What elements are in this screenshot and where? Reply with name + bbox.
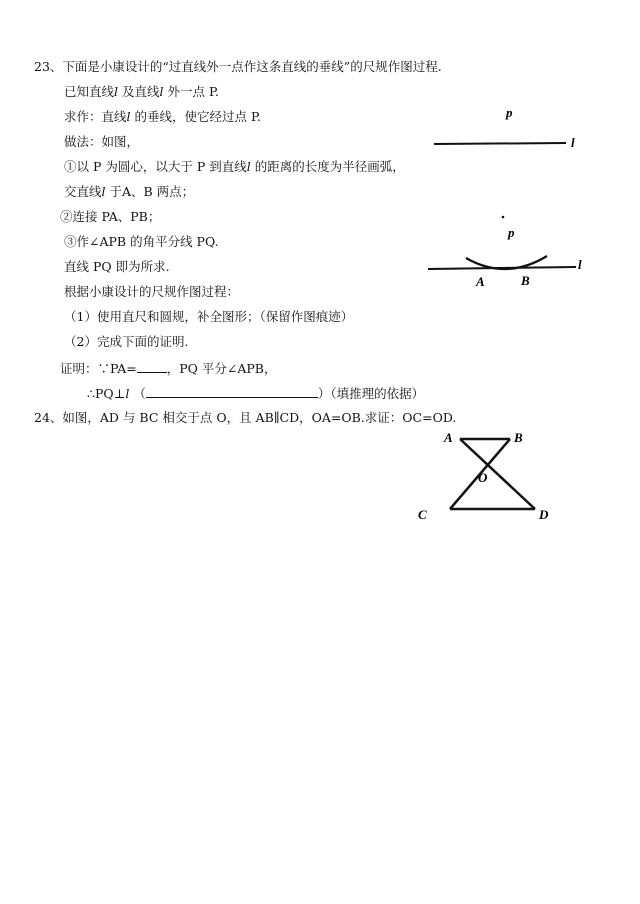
q23-known: 已知直线l 及直线l 外一点 P. xyxy=(64,84,219,99)
q23-method: 做法：如图， xyxy=(64,134,140,149)
q24-text: 如图，AD 与 BC 相交于点 O，且 AB∥CD，OA=OB.求证：OC=OD. xyxy=(62,410,457,425)
figure-3 xyxy=(410,425,560,525)
q24-number: 24、 xyxy=(34,410,63,425)
q23-proof-line1: 证明：∵PA= ，PQ 平分∠APB， xyxy=(60,361,277,376)
fig2-point-dot xyxy=(502,216,505,219)
q23-task: 求作：直线l 的垂线，使它经过点 P. xyxy=(64,109,261,124)
label-d: D xyxy=(539,507,549,522)
segment-ad xyxy=(460,439,535,509)
label-o: O xyxy=(478,470,488,485)
q23-number: 23、 xyxy=(34,59,63,74)
label-a: A xyxy=(444,430,453,445)
fig2-point-label: p xyxy=(508,225,515,240)
fig2-label-a: A xyxy=(476,274,485,289)
fig2-label-b: B xyxy=(521,273,530,288)
fig1-line-l xyxy=(434,143,566,144)
q23-prompt: 根据小康设计的尺规作图过程： xyxy=(64,284,240,299)
fig1-point-label: p xyxy=(506,105,513,120)
figure-2 xyxy=(420,205,590,295)
reason-answer-blank[interactable] xyxy=(146,385,318,398)
label-c: C xyxy=(418,507,427,522)
q23-proof-line2: ∴PQ⊥l （ ）（填推理的依据） xyxy=(87,386,425,401)
q23-step1b: 交直线l 于A、B 两点； xyxy=(64,184,195,199)
figure-1 xyxy=(420,95,590,155)
q23-step1a: ①以 P 为圆心，以大于 P 到直线l 的距离的长度为半径画弧， xyxy=(64,159,405,174)
label-b: B xyxy=(514,430,523,445)
fig2-line-label: l xyxy=(578,257,582,272)
q23-heading xyxy=(34,59,442,75)
q23-result: 直线 PQ 即为所求. xyxy=(64,259,170,274)
q23-part2: （2）完成下面的证明. xyxy=(64,334,189,349)
pa-answer-blank[interactable] xyxy=(137,360,167,373)
q23-part1: （1）使用直尺和圆规，补全图形；（保留作图痕迹） xyxy=(64,309,354,324)
q24-heading xyxy=(34,410,456,426)
q23-step2: ②连接 PA、PB； xyxy=(60,209,161,224)
fig1-line-label: l xyxy=(571,135,575,150)
q23-step3: ③作∠APB 的角平分线 PQ. xyxy=(64,234,219,249)
q23-title: 下面是小康设计的“过直线外一点作这条直线的垂线”的尺规作图过程. xyxy=(62,59,442,74)
